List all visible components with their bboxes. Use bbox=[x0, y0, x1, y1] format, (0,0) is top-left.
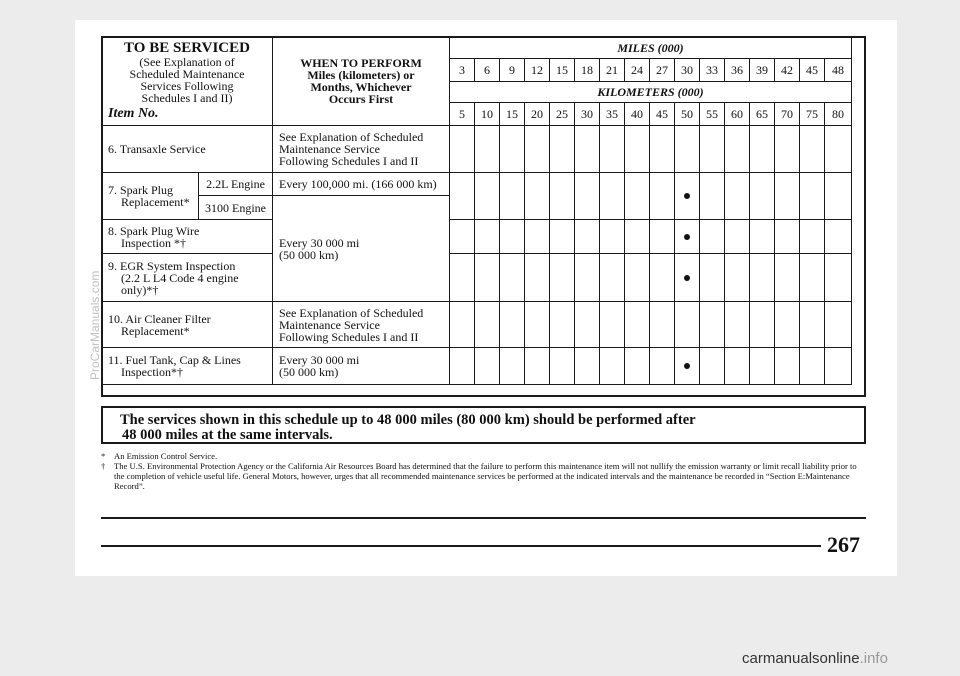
header-when-to-perform bbox=[273, 37, 450, 126]
engine-22l: 2.2L Engine bbox=[199, 173, 273, 196]
site-watermark bbox=[742, 650, 888, 667]
schedule-cell bbox=[675, 173, 700, 220]
miles-col-48: 48 bbox=[825, 59, 852, 82]
schedule-cell bbox=[700, 302, 725, 348]
schedule-cell bbox=[750, 302, 775, 348]
header-when-line-3: Months, Whichever bbox=[310, 80, 412, 94]
schedule-cell bbox=[525, 254, 550, 302]
schedule-cell bbox=[675, 220, 700, 254]
km-col-40: 40 bbox=[625, 103, 650, 126]
notice-line-1: The services shown in this schedule up to 48 000 miles (80 000 km) should be performed after bbox=[120, 412, 696, 428]
schedule-cell bbox=[475, 302, 500, 348]
notice-line-2: 48 000 miles at the same intervals. bbox=[122, 427, 333, 443]
service-fuel-tank-line-2: Inspection*† bbox=[121, 365, 183, 379]
service-spark-plug-line-2: Replacement* bbox=[121, 195, 190, 209]
miles-col-42: 42 bbox=[775, 59, 800, 82]
miles-col-36: 36 bbox=[725, 59, 750, 82]
km-col-10: 10 bbox=[475, 103, 500, 126]
km-col-60: 60 bbox=[725, 103, 750, 126]
page-number: 267 bbox=[827, 532, 860, 557]
km-col-55: 55 bbox=[700, 103, 725, 126]
miles-col-15: 15 bbox=[550, 59, 575, 82]
schedule-cell bbox=[475, 126, 500, 173]
schedule-cell bbox=[825, 348, 852, 385]
schedule-cell bbox=[575, 173, 600, 220]
service-spark-plug bbox=[102, 173, 199, 220]
schedule-cell bbox=[500, 220, 525, 254]
when-air-cleaner bbox=[273, 302, 450, 348]
schedule-cell bbox=[725, 220, 750, 254]
schedule-cell bbox=[750, 254, 775, 302]
schedule-cell bbox=[500, 348, 525, 385]
schedule-cell bbox=[500, 254, 525, 302]
miles-band: MILES (000) bbox=[450, 37, 852, 59]
header-to-be-serviced bbox=[102, 37, 273, 126]
when-air-cleaner-line-3: Following Schedules I and II bbox=[279, 329, 419, 344]
schedule-cell bbox=[450, 348, 475, 385]
kilometers-band: KILOMETERS (000) bbox=[450, 82, 852, 103]
row-spark-plug-wire bbox=[102, 220, 852, 254]
service-due-bullet bbox=[684, 275, 690, 281]
schedule-cell bbox=[775, 348, 800, 385]
schedule-cell bbox=[450, 254, 475, 302]
footnote-emission-text: An Emission Control Service. bbox=[114, 451, 218, 461]
service-egr-line-2: (2.2 L L4 Code 4 engine bbox=[121, 270, 239, 285]
row-spark-plug-22 bbox=[102, 173, 852, 196]
schedule-cell bbox=[825, 302, 852, 348]
miles-col-6: 6 bbox=[475, 59, 500, 82]
service-egr bbox=[102, 254, 273, 302]
service-egr-line-3: only)*† bbox=[121, 282, 159, 297]
footnote-emission bbox=[101, 451, 866, 461]
row-air-cleaner bbox=[102, 302, 852, 348]
service-due-bullet bbox=[684, 193, 690, 199]
when-air-cleaner-line-2: Maintenance Service bbox=[279, 317, 380, 332]
schedule-cell bbox=[750, 220, 775, 254]
km-col-75: 75 bbox=[800, 103, 825, 126]
schedule-cell bbox=[750, 173, 775, 220]
schedule-cell bbox=[475, 220, 500, 254]
schedule-cell bbox=[775, 254, 800, 302]
service-due-bullet bbox=[684, 363, 690, 369]
schedule-cell bbox=[525, 302, 550, 348]
schedule-cell bbox=[550, 173, 575, 220]
schedule-cell bbox=[825, 220, 852, 254]
header-service-sub-3: Services Following bbox=[140, 79, 234, 93]
when-every-30000-line-2: (50 000 km) bbox=[279, 247, 339, 262]
schedule-cell bbox=[600, 254, 625, 302]
schedule-cell bbox=[625, 220, 650, 254]
schedule-cell bbox=[575, 348, 600, 385]
service-air-cleaner-line-2: Replacement* bbox=[121, 323, 190, 338]
when-fuel-tank-line-1: Every 30 000 mi bbox=[279, 353, 360, 367]
when-transaxle bbox=[273, 126, 450, 173]
km-col-45: 45 bbox=[650, 103, 675, 126]
schedule-cell bbox=[650, 254, 675, 302]
schedule-cell bbox=[575, 254, 600, 302]
service-fuel-tank bbox=[102, 348, 273, 385]
schedule-cell bbox=[725, 302, 750, 348]
km-col-15: 15 bbox=[500, 103, 525, 126]
schedule-cell bbox=[650, 348, 675, 385]
schedule-cell bbox=[825, 173, 852, 220]
schedule-cell bbox=[600, 173, 625, 220]
site-main: carmanualsonline bbox=[742, 650, 860, 667]
footnote-asterisk: * bbox=[101, 451, 106, 461]
schedule-cell bbox=[800, 348, 825, 385]
schedule-cell bbox=[800, 254, 825, 302]
schedule-cell bbox=[625, 348, 650, 385]
schedule-cell bbox=[800, 126, 825, 173]
footer-rule-top bbox=[101, 517, 866, 519]
when-fuel-tank bbox=[273, 348, 450, 385]
schedule-cell bbox=[625, 254, 650, 302]
row-egr-inspection bbox=[102, 254, 852, 302]
km-col-80: 80 bbox=[825, 103, 852, 126]
header-service-sub-2: Scheduled Maintenance bbox=[129, 67, 245, 81]
schedule-notice bbox=[101, 406, 866, 444]
schedule-cell bbox=[525, 220, 550, 254]
schedule-cell bbox=[800, 220, 825, 254]
engine-3100: 3100 Engine bbox=[199, 196, 273, 220]
footnote-dagger: † bbox=[101, 461, 106, 471]
schedule-cell bbox=[625, 302, 650, 348]
row-fuel-tank bbox=[102, 348, 852, 385]
miles-col-18: 18 bbox=[575, 59, 600, 82]
schedule-cell bbox=[700, 173, 725, 220]
schedule-cell bbox=[575, 302, 600, 348]
miles-col-21: 21 bbox=[600, 59, 625, 82]
schedule-cell bbox=[775, 173, 800, 220]
miles-col-3: 3 bbox=[450, 59, 475, 82]
schedule-cell bbox=[475, 173, 500, 220]
footer-rule-bottom bbox=[101, 545, 821, 547]
km-col-25: 25 bbox=[550, 103, 575, 126]
schedule-cell bbox=[650, 173, 675, 220]
km-col-5: 5 bbox=[450, 103, 475, 126]
header-item-no: Item No. bbox=[108, 106, 159, 121]
footnote-epa-text: The U.S. Environmental Protection Agency or the California Air Resources Board has determined that the failure to perform this maintenance item will not nullify the emission warranty or limit recall liability prior to the completion of vehicle useful life. General Motors, however, urges that all recommended maintenance services be performed at the indicated intervals and the maintenance be recorded in “Section E:Maintenance Record”. bbox=[114, 461, 857, 491]
service-egr-line-1: 9. EGR System Inspection bbox=[108, 258, 236, 273]
service-fuel-tank-line-1: 11. Fuel Tank, Cap & Lines bbox=[108, 353, 241, 367]
miles-col-27: 27 bbox=[650, 59, 675, 82]
service-transaxle: 6. Transaxle Service bbox=[102, 126, 273, 173]
maintenance-schedule-table bbox=[101, 36, 852, 385]
schedule-cell bbox=[550, 126, 575, 173]
km-col-20: 20 bbox=[525, 103, 550, 126]
schedule-cell bbox=[575, 220, 600, 254]
header-service-sub-4: Schedules I and II) bbox=[141, 91, 233, 105]
schedule-cell bbox=[675, 254, 700, 302]
miles-col-33: 33 bbox=[700, 59, 725, 82]
schedule-cell bbox=[800, 173, 825, 220]
service-spark-plug-wire bbox=[102, 220, 273, 254]
miles-col-45: 45 bbox=[800, 59, 825, 82]
schedule-cell bbox=[500, 302, 525, 348]
schedule-cell bbox=[650, 126, 675, 173]
schedule-cell bbox=[575, 126, 600, 173]
schedule-cell bbox=[775, 220, 800, 254]
service-spark-plug-line-1: 7. Spark Plug bbox=[108, 183, 174, 197]
header-service-sub-1: (See Explanation of bbox=[139, 55, 235, 69]
schedule-cell bbox=[725, 254, 750, 302]
km-col-30: 30 bbox=[575, 103, 600, 126]
km-col-50: 50 bbox=[675, 103, 700, 126]
schedule-cell bbox=[700, 126, 725, 173]
schedule-cell bbox=[600, 126, 625, 173]
schedule-cell bbox=[525, 173, 550, 220]
schedule-cell bbox=[700, 348, 725, 385]
schedule-cell bbox=[825, 254, 852, 302]
miles-col-12: 12 bbox=[525, 59, 550, 82]
footnotes bbox=[101, 451, 866, 491]
schedule-cell bbox=[625, 173, 650, 220]
schedule-cell bbox=[675, 126, 700, 173]
when-fuel-tank-line-2: (50 000 km) bbox=[279, 365, 339, 379]
schedule-cell bbox=[550, 348, 575, 385]
miles-col-30: 30 bbox=[675, 59, 700, 82]
header-when-line-4: Occurs First bbox=[328, 92, 394, 106]
service-air-cleaner-line-1: 10. Air Cleaner Filter bbox=[108, 311, 211, 326]
header-when-line-2: Miles (kilometers) or bbox=[307, 68, 415, 82]
when-transaxle-line-2: Maintenance Service bbox=[279, 142, 380, 156]
schedule-cell bbox=[600, 302, 625, 348]
schedule-cell bbox=[450, 220, 475, 254]
side-watermark: ProCarManuals.com bbox=[88, 270, 102, 380]
schedule-cell bbox=[775, 126, 800, 173]
footnote-epa bbox=[101, 461, 866, 491]
when-transaxle-line-3: Following Schedules I and II bbox=[279, 154, 419, 168]
when-air-cleaner-line-1: See Explanation of Scheduled bbox=[279, 305, 424, 320]
schedule-cell bbox=[600, 220, 625, 254]
schedule-cell bbox=[525, 348, 550, 385]
schedule-cell bbox=[600, 348, 625, 385]
schedule-cell bbox=[750, 126, 775, 173]
schedule-cell bbox=[775, 302, 800, 348]
schedule-cell bbox=[675, 348, 700, 385]
schedule-cell bbox=[525, 126, 550, 173]
when-every-30000-line-1: Every 30 000 mi bbox=[279, 235, 360, 250]
schedule-cell bbox=[500, 126, 525, 173]
schedule-cell bbox=[650, 220, 675, 254]
schedule-cell bbox=[550, 220, 575, 254]
schedule-cell bbox=[475, 254, 500, 302]
when-spark-plug: Every 100,000 mi. (166 000 km) bbox=[273, 173, 450, 196]
schedule-cell bbox=[625, 126, 650, 173]
schedule-cell bbox=[450, 173, 475, 220]
when-transaxle-line-1: See Explanation of Scheduled bbox=[279, 130, 424, 144]
service-air-cleaner bbox=[102, 302, 273, 348]
header-service-title: TO BE SERVICED bbox=[124, 40, 250, 56]
miles-col-39: 39 bbox=[750, 59, 775, 82]
schedule-cell bbox=[550, 254, 575, 302]
when-every-30000 bbox=[273, 196, 450, 302]
service-spark-wire-line-2: Inspection *† bbox=[121, 235, 186, 250]
km-col-70: 70 bbox=[775, 103, 800, 126]
site-tld: .info bbox=[859, 650, 888, 667]
miles-col-24: 24 bbox=[625, 59, 650, 82]
header-when-line-1: WHEN TO PERFORM bbox=[300, 56, 422, 70]
schedule-cell bbox=[450, 302, 475, 348]
schedule-cell bbox=[550, 302, 575, 348]
schedule-cell bbox=[800, 302, 825, 348]
km-col-65: 65 bbox=[750, 103, 775, 126]
schedule-cell bbox=[825, 126, 852, 173]
service-due-bullet bbox=[684, 234, 690, 240]
schedule-cell bbox=[725, 348, 750, 385]
schedule-cell bbox=[500, 173, 525, 220]
schedule-cell bbox=[725, 126, 750, 173]
schedule-cell bbox=[450, 126, 475, 173]
schedule-cell bbox=[475, 348, 500, 385]
km-col-35: 35 bbox=[600, 103, 625, 126]
schedule-cell bbox=[650, 302, 675, 348]
service-spark-wire-line-1: 8. Spark Plug Wire bbox=[108, 223, 200, 238]
miles-col-9: 9 bbox=[500, 59, 525, 82]
schedule-cell bbox=[700, 254, 725, 302]
schedule-cell bbox=[725, 173, 750, 220]
row-transaxle-service bbox=[102, 126, 852, 173]
schedule-cell bbox=[675, 302, 700, 348]
schedule-cell bbox=[750, 348, 775, 385]
schedule-cell bbox=[700, 220, 725, 254]
